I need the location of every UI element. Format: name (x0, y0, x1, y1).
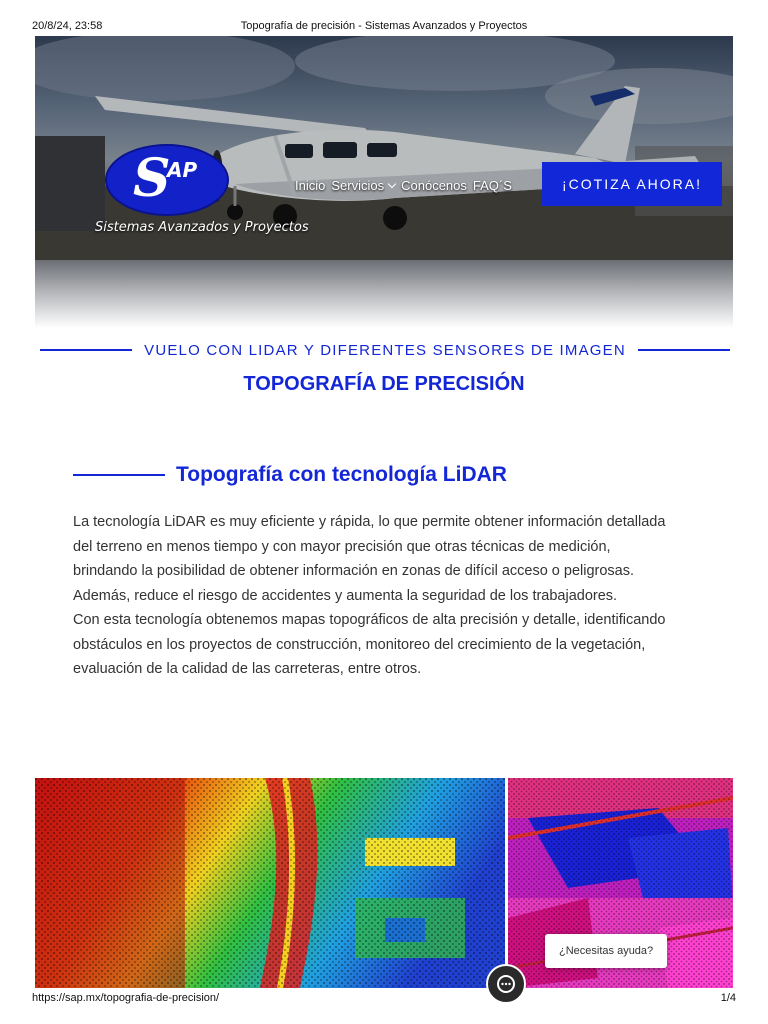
decorative-line (73, 474, 165, 476)
hero-gradient (35, 260, 733, 328)
main-nav (295, 175, 512, 195)
section-body (73, 510, 673, 682)
decorative-line (638, 349, 730, 351)
page-subtitle: VUELO CON LIDAR Y DIFERENTES SENSORES DE IMAGEN (144, 341, 626, 359)
section-heading (73, 460, 713, 490)
nav-label: Conócenos (401, 177, 467, 193)
print-footer (0, 992, 768, 1012)
lidar-pointcloud-image (35, 778, 505, 988)
print-header (0, 0, 768, 34)
paragraph: Con esta tecnología obtenemos mapas topográficos de alta precisión y detalle, identificando obstáculos en los proyectos de construcción, monitoreo del crecimiento de la vegetación, evaluación de la calidad de las carreteras, entre otros. (73, 612, 666, 677)
nav-item-inicio[interactable] (295, 178, 325, 193)
cotiza-ahora-button[interactable]: ¡COTIZA AHORA! (542, 162, 722, 206)
print-page-number: 1/4 (720, 992, 736, 1004)
chevron-down-icon (388, 179, 396, 187)
print-datetime: 20/8/24, 23:58 (32, 20, 103, 32)
decorative-line (40, 349, 132, 351)
nav-item-conocenos[interactable] (401, 178, 467, 193)
page-title: TOPOGRAFÍA DE PRECISIÓN (243, 373, 525, 395)
nav-label: FAQ´S (472, 177, 512, 193)
logo-letters-ap: AP (167, 158, 198, 182)
nav-item-faqs[interactable] (473, 178, 512, 193)
print-url: https://sap.mx/topografia-de-precision/ (32, 992, 220, 1004)
print-page-title: Topografía de precisión - Sistemas Avanzados y Proyectos (240, 20, 528, 32)
logo-tagline: Sistemas Avanzados y Proyectos (95, 220, 309, 235)
nav-item-servicios[interactable] (331, 178, 395, 193)
sap-logo[interactable] (105, 144, 229, 216)
help-bubble[interactable]: ¿Necesitas ayuda? (545, 934, 667, 968)
logo-letter-s: S (133, 148, 171, 209)
chat-icon (496, 974, 516, 994)
nav-label: Inicio (295, 177, 326, 193)
nav-label: Servicios (331, 177, 385, 193)
subtitle-row (40, 340, 730, 360)
section-heading-text: Topografía con tecnología LiDAR (176, 463, 507, 486)
paragraph: La tecnología LiDAR es muy eficiente y rápida, lo que permite obtener información detallada del terreno en menos tiempo y con mayor precisión que otras técnicas de medición, brindando la posibilidad de obtener información en zonas de difícil acceso o peligrosas. Además, reduce el riesgo de accidentes y aumenta la seguridad de los trabajadores. (73, 514, 666, 604)
hero-banner (35, 36, 733, 328)
